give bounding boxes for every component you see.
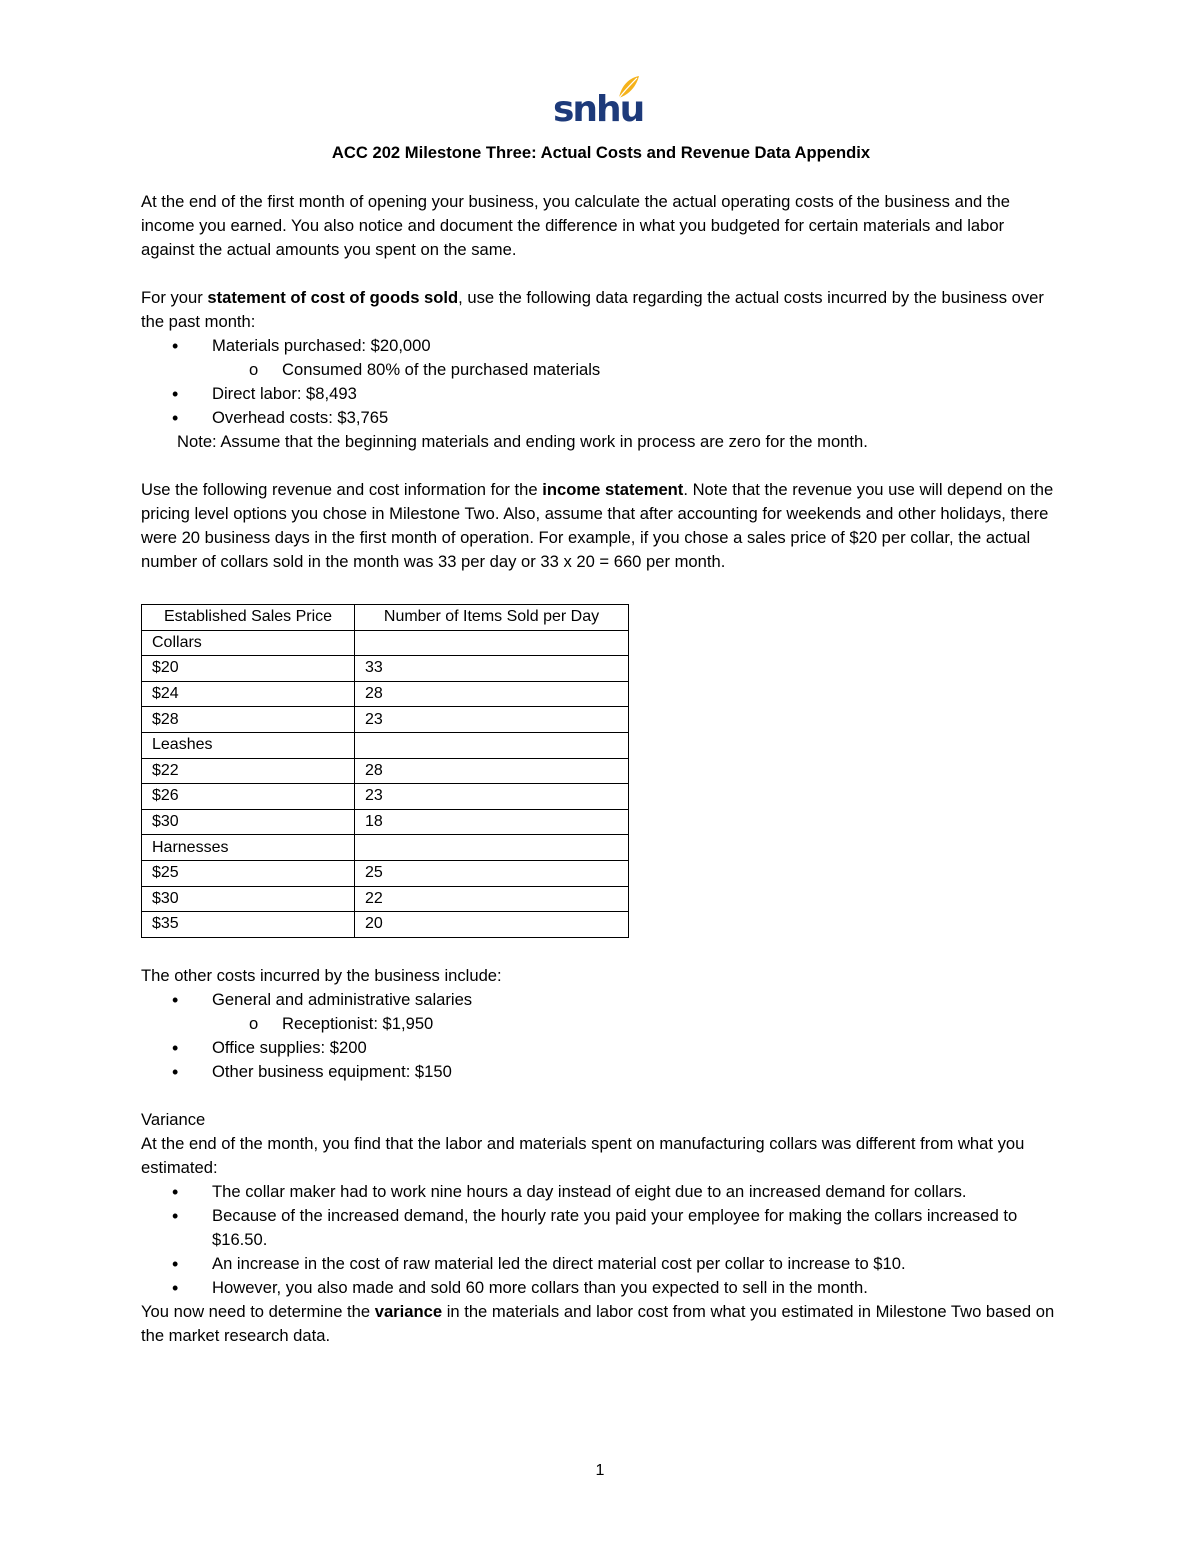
table-row bbox=[142, 809, 629, 835]
table-cell: 18 bbox=[355, 809, 629, 835]
table-row bbox=[142, 912, 629, 938]
table-row bbox=[142, 835, 629, 861]
table-cell: Collars bbox=[142, 630, 355, 656]
table-cell: 28 bbox=[355, 681, 629, 707]
table-cell: $24 bbox=[142, 681, 355, 707]
sales-price-table bbox=[141, 604, 629, 938]
table-cell: $26 bbox=[142, 784, 355, 810]
document-body bbox=[141, 140, 1061, 1348]
list-subitem: o Consumed 80% of the purchased materials bbox=[141, 358, 1061, 382]
table-row bbox=[142, 860, 629, 886]
page-title: ACC 202 Milestone Three: Actual Costs and Revenue Data Appendix bbox=[331, 143, 871, 162]
intro-paragraph: At the end of the first month of opening your business, you calculate the actual operating costs of the business and the income you earned. You also notice and document the difference in what you budgeted for certain materials and labor against the actual amounts you spent on the same. bbox=[141, 192, 1010, 259]
list-item: • General and administrative salaries bbox=[141, 988, 1061, 1012]
table-cell: $35 bbox=[142, 912, 355, 938]
table-cell: 22 bbox=[355, 886, 629, 912]
table-row bbox=[142, 784, 629, 810]
table-cell: 28 bbox=[355, 758, 629, 784]
cogs-note: Note: Assume that the beginning materials and ending work in process are zero for the month. bbox=[177, 432, 868, 451]
list-item: • However, you also made and sold 60 more collars than you expected to sell in the month. bbox=[141, 1276, 1061, 1300]
table-cell: 20 bbox=[355, 912, 629, 938]
table-row bbox=[142, 681, 629, 707]
list-item: • Other business equipment: $150 bbox=[141, 1060, 1061, 1084]
table-cell: Harnesses bbox=[142, 835, 355, 861]
table-row bbox=[142, 656, 629, 682]
page-number: 1 bbox=[595, 1462, 605, 1479]
table-cell: $28 bbox=[142, 707, 355, 733]
table-cell: $22 bbox=[142, 758, 355, 784]
variance-closing-bold: variance bbox=[374, 1301, 443, 1321]
snhu-logo bbox=[553, 74, 644, 132]
other-costs-list bbox=[141, 988, 1061, 1084]
table-cell: $30 bbox=[142, 809, 355, 835]
variance-intro: At the end of the month, you find that the labor and materials spent on manufacturing collars was different from what you estimated: bbox=[141, 1133, 1025, 1177]
list-item: • Office supplies: $200 bbox=[141, 1036, 1061, 1060]
table-cell bbox=[355, 835, 629, 861]
table-header-row bbox=[142, 605, 629, 631]
income-suffix: . Note that the revenue you use will depend on the pricing level options you chose in Milestone Two. Also, assume that after accounting for weekends and other holidays, there were 20 business days in the first month of operation. For example, if you chose a sales price of $20 per collar, the actual number of collars sold in the month was 33 per day or 33 x 20 = 660 per month. bbox=[141, 480, 1054, 571]
table-row bbox=[142, 758, 629, 784]
table-header-cell: Number of Items Sold per Day bbox=[355, 605, 629, 631]
table-cell: Leashes bbox=[142, 732, 355, 758]
table-cell: 33 bbox=[355, 656, 629, 682]
table-cell: 25 bbox=[355, 860, 629, 886]
table-cell: 23 bbox=[355, 707, 629, 733]
list-item: • Because of the increased demand, the hourly rate you paid your employee for making the collars increased to $16.50. bbox=[141, 1204, 1061, 1252]
other-costs-intro: The other costs incurred by the business include: bbox=[141, 965, 502, 985]
table-cell bbox=[355, 732, 629, 758]
table-cell bbox=[355, 630, 629, 656]
table-cell: $20 bbox=[142, 656, 355, 682]
cogs-bold: statement of cost of goods sold bbox=[207, 288, 459, 307]
variance-list bbox=[141, 1180, 1061, 1300]
table-row bbox=[142, 732, 629, 758]
table-row bbox=[142, 886, 629, 912]
list-item: • Direct labor: $8,493 bbox=[141, 382, 1061, 406]
income-prefix: Use the following revenue and cost information for the bbox=[141, 480, 543, 499]
list-item: • Overhead costs: $3,765 bbox=[141, 406, 1061, 430]
table-cell: 23 bbox=[355, 784, 629, 810]
variance-closing-prefix: You now need to determine the bbox=[141, 1301, 375, 1321]
table-cell: $30 bbox=[142, 886, 355, 912]
cogs-list bbox=[141, 334, 1061, 430]
list-item: • The collar maker had to work nine hours a day instead of eight due to an increased demand for collars. bbox=[141, 1180, 1061, 1204]
logo-text: snhu bbox=[553, 89, 644, 130]
variance-closing-suffix: in the materials and labor cost from what you estimated in Milestone Two based on the market research data. bbox=[141, 1301, 1055, 1345]
cogs-paragraph bbox=[141, 286, 1061, 334]
income-paragraph bbox=[141, 478, 1061, 574]
table-header-cell: Established Sales Price bbox=[142, 605, 355, 631]
table-row bbox=[142, 707, 629, 733]
table-row bbox=[142, 630, 629, 656]
cogs-suffix: , use the following data regarding the actual costs incurred by the business over the past month: bbox=[141, 288, 1044, 331]
income-bold: income statement bbox=[542, 480, 684, 499]
table-cell: $25 bbox=[142, 860, 355, 886]
list-item: • Materials purchased: $20,000 bbox=[141, 334, 1061, 358]
cogs-prefix: For your bbox=[141, 288, 208, 307]
variance-heading: Variance bbox=[141, 1109, 206, 1129]
variance-closing bbox=[141, 1300, 1061, 1348]
list-subitem: o Receptionist: $1,950 bbox=[141, 1012, 1061, 1036]
list-item: • An increase in the cost of raw material led the direct material cost per collar to increase to $10. bbox=[141, 1252, 1061, 1276]
